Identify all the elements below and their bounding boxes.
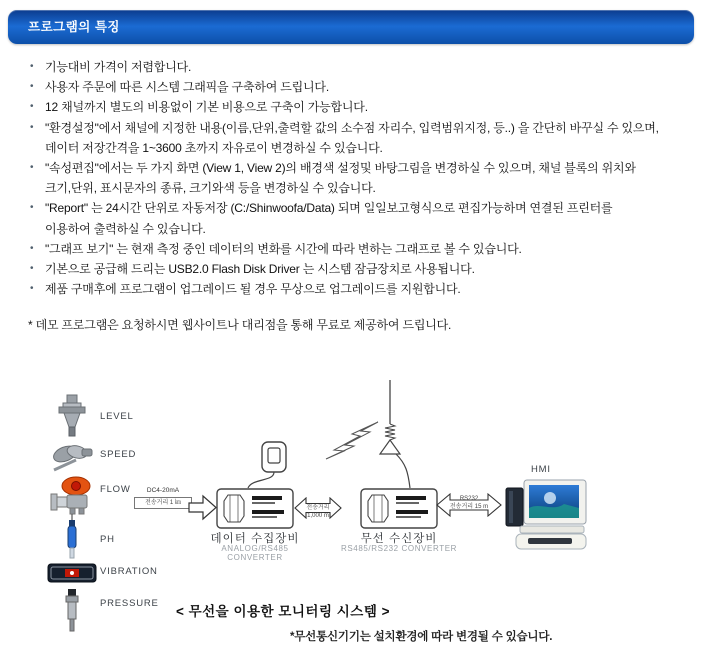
list-item-continuation: 데이터 저장간격을 1~3600 초까지 자유로이 변경하실 수 있습니다. [45,140,383,155]
bullet-icon: • [30,121,34,133]
diagram-caption: < 무선을 이용한 모니터링 시스템 > [175,604,391,619]
double-arrow-icon [436,492,502,518]
rs485-rs232-converter-box [360,488,438,530]
list-item: • 기능대비 가격이 저렴합니다. [30,57,692,77]
list-item: • 제품 구매후에 프로그램이 업그레이드 될 경우 무상으로 업그레이드를 지원합니다. [30,279,692,299]
analog-rs485-converter-box [216,488,294,530]
converter2-name-en: RS485/RS232 CONVERTER [340,544,458,553]
list-item: • "속성편집"에서는 두 가지 화면 (View 1, View 2)의 배경색 설정및 바탕그림을 변경하실 수 있으며, 채널 블록의 위치와 [30,158,692,178]
converter1-name-kr: 데이터 수집장비 [210,533,300,545]
arrow1-distance-note: 전송거리 1 ㎞ [134,497,192,509]
section-header-bar [8,10,694,44]
sensor-label-ph: PH [100,534,115,545]
speed-sensor-icon [50,440,94,474]
sensor-label-speed: SPEED [100,449,137,460]
bullet-icon: • [30,242,34,254]
converter1-name-en: ANALOG/RS485 CONVERTER [221,544,289,562]
list-item: • 기본으로 공급해 드리는 USB2.0 Flash Disk Driver 는 시스템 잠금장치로 사용됩니다. [30,259,692,279]
sensor-label-level: LEVEL [100,411,134,422]
list-item: • "환경설정"에서 채널에 지정한 내용(이름,단위,출력할 값의 소수점 자리수, 입력범위지정, 등..) 을 간단히 바꾸실 수 있으며, [30,118,692,138]
bullet-icon: • [30,101,34,113]
list-item: • 사용자 주문에 따른 시스템 그래픽을 구축하여 드립니다. [30,77,692,97]
power-adapter-icon [238,440,298,490]
hmi-label: HMI [531,464,551,475]
vibration-sensor-icon [47,561,97,585]
page-title: 프로그램의 특징 [28,20,120,34]
dc-signal-label: DC4-20mA [146,487,180,494]
arrow2-distance-note: 전송거리 1,000 m [306,505,330,519]
bullet-icon: • [30,202,34,214]
converter2-name-kr: 무선 수신장비 [360,533,438,545]
antenna-icon [368,380,424,490]
wireless-monitoring-diagram [0,378,703,669]
demo-note: * 데모 프로그램은 요청하시면 웹사이트나 대리점을 통해 무료로 제공하여 드립니다. [28,318,452,332]
arrow3-distance-note: 전송거리 15 m [449,504,489,510]
bullet-icon: • [30,161,34,173]
right-arrow-icon [188,494,218,521]
pressure-sensor-icon [63,588,81,632]
list-item: • "Report" 는 24시간 단위로 자동저장 (C:/Shinwoofa/Data) 되며 일일보고형식으로 편집가능하며 연결된 프린터를 [30,198,692,218]
bullet-icon: • [30,61,34,72]
bullet-icon: • [30,283,34,295]
sensor-label-pressure: PRESSURE [100,598,159,609]
list-item: • 12 채널까지 별도의 비용없이 기본 비용으로 구축이 가능합니다. [30,97,692,117]
bullet-icon: • [30,81,34,93]
ph-sensor-icon [64,514,80,560]
feature-list [30,57,692,299]
double-arrow-icon [294,497,342,519]
sensor-label-flow: FLOW [100,484,131,495]
list-item: • "그래프 보기" 는 현재 측정 중인 데이터의 변화를 시간에 따라 변하는 그래프로 볼 수 있습니다. [30,239,692,259]
bullet-icon: • [30,262,34,274]
sensor-label-vibration: VIBRATION [100,566,158,577]
list-item-continuation: 이용하여 출력하실 수 있습니다. [45,221,206,236]
level-sensor-icon [52,394,92,438]
diagram-footnote: *무선통신기기는 설치환경에 따라 변경될 수 있습니다. [290,631,553,643]
rs232-signal-label: RS232 [459,496,479,502]
flow-sensor-icon [49,474,95,516]
hmi-computer-icon [498,474,598,560]
list-item-continuation: 크기,단위, 표시문자의 종류, 크기와색 등을 변경하실 수 있습니다. [45,181,376,196]
